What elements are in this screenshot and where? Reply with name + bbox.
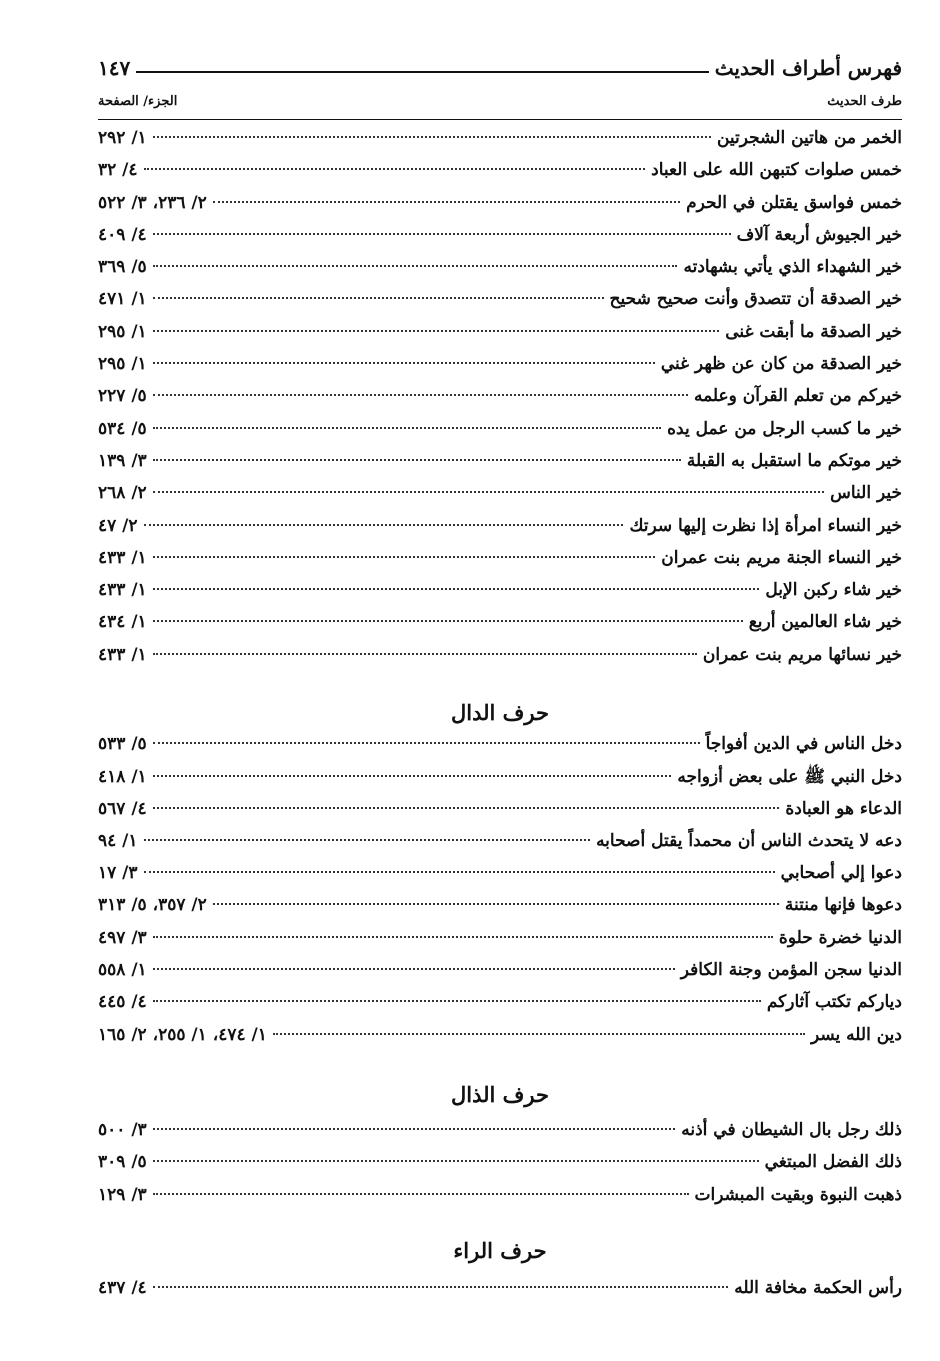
- entry-ref: ٤/ ٥٦٧: [98, 798, 147, 819]
- entry-text: خير نسائها مريم بنت عمران: [702, 644, 902, 665]
- leader-dots: [153, 459, 681, 461]
- entry-text: دعوها فإنها منتنة: [784, 895, 902, 916]
- entry-text: دخل الناس في الدين أفواجاً: [705, 734, 902, 754]
- entry-ref: ٤/ ٤٣٧: [98, 1278, 147, 1298]
- index-entry: [98, 580, 902, 612]
- entry-list-khaa: [98, 128, 902, 677]
- index-entry: [98, 1025, 902, 1057]
- index-entry: [98, 483, 902, 515]
- entry-ref: ١/ ٤١٨: [98, 767, 147, 788]
- index-entry: [98, 516, 902, 548]
- entry-ref: ١/ ٤٣٣: [98, 580, 147, 601]
- entry-ref: ٢/ ٣٥٧، ٥/ ٣١٣: [98, 895, 207, 916]
- index-entry: [98, 128, 902, 160]
- leader-dots: [153, 330, 720, 332]
- index-entry: [98, 612, 902, 644]
- leader-dots: [153, 968, 675, 970]
- leader-dots: [153, 233, 731, 235]
- leader-dots: [153, 588, 760, 590]
- index-entry: [98, 354, 902, 386]
- index-entry: [98, 863, 902, 895]
- index-entry: [98, 766, 902, 798]
- entry-ref: ١/ ٢٩٥: [98, 354, 147, 375]
- entry-ref: ٥/ ٥٣٣: [98, 734, 147, 754]
- entry-ref: ١/ ٩٤: [98, 830, 138, 851]
- index-entry: [98, 1278, 902, 1310]
- column-header-volume-page: الجزء/ الصفحة: [98, 94, 178, 109]
- entry-list-raa: [98, 1278, 902, 1310]
- entry-ref: ٥/ ٥٣٤: [98, 418, 147, 439]
- running-head: [98, 48, 902, 88]
- entry-ref: ١/ ٤٣٤: [98, 612, 147, 633]
- leader-dots: [153, 394, 688, 396]
- entry-ref: ٣/ ١٣٩: [98, 450, 147, 471]
- leader-dots: [153, 807, 780, 809]
- index-entry: [98, 1152, 902, 1184]
- leader-dots: [153, 265, 678, 267]
- index-entry: [98, 289, 902, 321]
- entry-text: خير الجيوش أربعة آلاف: [736, 224, 902, 245]
- entry-text: خير الناس: [830, 483, 902, 504]
- entry-ref: ٤/ ٤٠٩: [98, 224, 147, 245]
- leader-dots: [153, 491, 824, 493]
- entry-text: خير شاء ركبن الإبل: [765, 580, 902, 601]
- entry-list-dal: [98, 734, 902, 1057]
- leader-dots: [144, 839, 591, 841]
- entry-text: دخل النبي ﷺ على بعض أزواجه: [677, 767, 902, 788]
- section-title-raa: حرف الراء: [453, 1238, 547, 1263]
- entry-ref: ٣/ ١٢٩: [98, 1184, 147, 1205]
- entry-ref: ١/ ٢٩٢: [98, 128, 147, 148]
- index-entry: [98, 451, 902, 483]
- entry-text: خير ما كسب الرجل من عمل يده: [667, 418, 902, 439]
- entry-ref: ٢/ ٤٧: [98, 515, 138, 536]
- index-entry: [98, 992, 902, 1024]
- index-entry: [98, 734, 902, 766]
- column-headers: [98, 94, 902, 116]
- leader-dots: [153, 1128, 676, 1130]
- index-entry: [98, 895, 902, 927]
- entry-ref: ٥/ ٣٠٩: [98, 1152, 147, 1173]
- entry-text: الدنيا خضرة حلوة: [778, 927, 902, 948]
- leader-dots: [153, 1000, 761, 1002]
- entry-text: رأس الحكمة مخافة الله: [734, 1278, 902, 1298]
- entry-text: خمس فواسق يقتلن في الحرم: [686, 192, 902, 213]
- running-head-rule: [136, 71, 709, 73]
- entry-text: خير موتكم ما استقبل به القبلة: [686, 450, 902, 471]
- entry-text: خير الصدقة من كان عن ظهر غني: [660, 354, 902, 375]
- column-header-hadith: طرف الحديث: [827, 94, 902, 109]
- section-title-dhal: حرف الذال: [451, 1082, 549, 1107]
- entry-text: خير الصدقة أن تتصدق وأنت صحيح شحيح: [609, 289, 902, 310]
- leader-dots: [153, 620, 743, 622]
- leader-dots: [153, 936, 773, 938]
- entry-text: ذلك رجل بال الشيطان في أذنه: [681, 1120, 902, 1140]
- index-entry: [98, 322, 902, 354]
- index-entry: [98, 960, 902, 992]
- index-entry: [98, 1120, 902, 1152]
- page-number: ١٤٧: [98, 56, 131, 80]
- entry-text: خير النساء امرأة إذا نظرت إليها سرتك: [629, 515, 902, 536]
- entry-ref: ١/ ٤٣٣: [98, 547, 147, 568]
- entry-text: الخمر من هاتين الشجرتين: [716, 128, 902, 148]
- leader-dots: [153, 1193, 689, 1195]
- index-entry: [98, 831, 902, 863]
- entry-text: دعه لا يتحدث الناس أن محمداً يقتل أصحابه: [596, 830, 902, 851]
- leader-dots: [153, 136, 711, 138]
- leader-dots: [273, 1033, 805, 1035]
- entry-ref: ١/ ٤٧٤، ١/ ٢٥٥، ٢/ ١٦٥: [98, 1024, 267, 1045]
- leader-dots: [144, 871, 775, 873]
- entry-ref: ٥/ ٣٦٩: [98, 257, 147, 278]
- entry-list-dhal: [98, 1120, 902, 1217]
- index-entry: [98, 225, 902, 257]
- leader-dots: [153, 297, 604, 299]
- leader-dots: [153, 775, 672, 777]
- entry-text: خير النساء الجنة مريم بنت عمران: [661, 547, 902, 568]
- index-entry: [98, 799, 902, 831]
- entry-ref: ١/ ٤٧١: [98, 289, 147, 310]
- index-entry: [98, 1185, 902, 1217]
- entry-text: خير شاء العالمين أربع: [748, 612, 902, 633]
- leader-dots: [213, 201, 680, 203]
- index-entry: [98, 193, 902, 225]
- entry-text: الدعاء هو العبادة: [785, 798, 902, 819]
- entry-ref: ٤/ ٤٤٥: [98, 992, 147, 1013]
- leader-dots: [153, 362, 655, 364]
- running-head-title: فهرس أطراف الحديث: [714, 56, 902, 80]
- entry-ref: ٢/ ٢٦٨: [98, 483, 147, 504]
- leader-dots: [153, 1160, 759, 1162]
- index-entry: [98, 548, 902, 580]
- entry-ref: ٢/ ٢٣٦، ٣/ ٥٢٢: [98, 192, 207, 213]
- entry-text: دين الله يسر: [810, 1024, 902, 1045]
- entry-ref: ٣/ ١٧: [98, 863, 138, 884]
- entry-ref: ٤/ ٣٢: [98, 160, 138, 181]
- leader-dots: [144, 524, 624, 526]
- leader-dots: [213, 903, 779, 905]
- section-title-dal: حرف الدال: [451, 700, 549, 725]
- leader-dots: [153, 427, 661, 429]
- index-entry: [98, 419, 902, 451]
- leader-dots: [153, 556, 656, 558]
- entry-ref: ٥/ ٢٢٧: [98, 386, 147, 407]
- entry-text: دياركم تكتب آثاركم: [766, 992, 902, 1013]
- index-entry: [98, 928, 902, 960]
- entry-ref: ١/ ٥٥٨: [98, 960, 147, 981]
- index-entry: [98, 645, 902, 677]
- index-entry: [98, 386, 902, 418]
- entry-text: الدنيا سجن المؤمن وجنة الكافر: [680, 960, 902, 981]
- index-entry: [98, 160, 902, 192]
- entry-text: ذلك الفضل المبتغي: [764, 1152, 902, 1173]
- entry-text: خير الشهداء الذي يأتي بشهادته: [683, 257, 902, 278]
- entry-ref: ٣/ ٥٠٠: [98, 1120, 147, 1140]
- entry-text: خيركم من تعلم القرآن وعلمه: [693, 386, 902, 407]
- entry-ref: ٣/ ٤٩٧: [98, 927, 147, 948]
- leader-dots: [153, 653, 697, 655]
- entry-text: دعوا إلي أصحابي: [780, 863, 902, 884]
- leader-dots: [153, 1286, 729, 1288]
- header-rule: [98, 119, 902, 120]
- entry-text: ذهبت النبوة وبقيت المبشرات: [694, 1184, 902, 1205]
- entry-text: خمس صلوات كتبهن الله على العباد: [651, 160, 902, 181]
- leader-dots: [144, 168, 646, 170]
- index-entry: [98, 257, 902, 289]
- entry-ref: ١/ ٤٣٣: [98, 644, 147, 665]
- entry-ref: ١/ ٢٩٥: [98, 321, 147, 342]
- leader-dots: [153, 742, 700, 744]
- entry-text: خير الصدقة ما أبقت غنى: [725, 321, 902, 342]
